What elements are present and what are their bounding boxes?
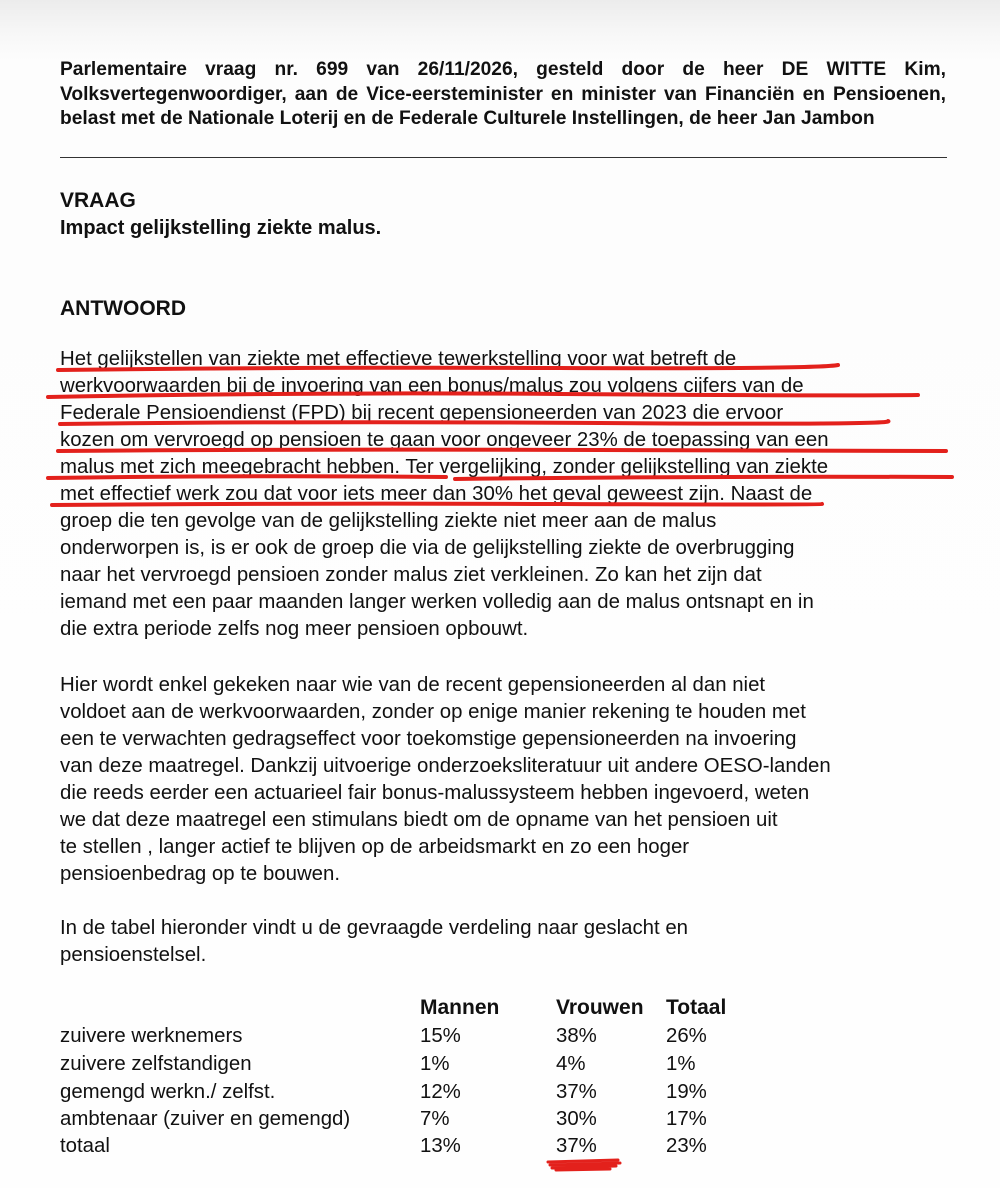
table-cell-women: 37% <box>556 1081 597 1103</box>
answer-p1-line: naar het vervroegd pensioen zonder malus ziet verkleinen. Zo kan het zijn dat <box>60 564 762 586</box>
answer-p2-line: van deze maatregel. Dankzij uitvoerige onderzoeksliteratuur uit andere OESO-landen <box>60 755 831 777</box>
table-cell-men: 15% <box>420 1025 461 1047</box>
table-row-label: zuivere werknemers <box>60 1025 243 1047</box>
table-header-men: Mannen <box>420 996 500 1019</box>
answer-label: ANTWOORD <box>60 297 186 320</box>
table-cell-total: 26% <box>666 1025 707 1047</box>
table-cell-women: 38% <box>556 1025 597 1047</box>
answer-p1-line: Federale Pensioendienst (FPD) bij recent gepensioneerden van 2023 die ervoor <box>60 402 784 424</box>
answer-p1-line: malus met zich meegebracht hebben. Ter vergelijking, zonder gelijkstelling van ziekte <box>60 456 829 478</box>
answer-p2-line: Hier wordt enkel gekeken naar wie van de recent gepensioneerden al dan niet <box>60 674 766 696</box>
question-subject: Impact gelijkstelling ziekte malus. <box>60 217 382 239</box>
answer-p2-line: te stellen , langer actief te blijven op de arbeidsmarkt en zo een hoger <box>60 836 690 858</box>
answer-p2-line: een te verwachten gedragseffect voor toekomstige gepensioneerden na invoering <box>60 728 797 750</box>
table-cell-men: 1% <box>420 1053 450 1075</box>
table-row-label: zuivere zelfstandigen <box>60 1053 252 1075</box>
answer-p2-line: we dat deze maatregel een stimulans biedt om de opname van het pensioen uit <box>60 809 778 831</box>
answer-p1-line: onderworpen is, is er ook de groep die via de gelijkstelling ziekte de overbrugging <box>60 537 795 559</box>
table-cell-total: 17% <box>666 1108 707 1130</box>
table-cell-total: 19% <box>666 1081 707 1103</box>
table-cell-women: 4% <box>556 1053 586 1075</box>
answer-p1-line: Het gelijkstellen van ziekte met effectieve tewerkstelling voor wat betreft de <box>60 348 737 370</box>
table-header-women: Vrouwen <box>556 996 644 1019</box>
answer-p2-line: pensioenbedrag op te bouwen. <box>60 863 341 885</box>
question-header: Parlementaire vraag nr. 699 van 26/11/2026, gesteld door de heer DE WITTE Kim, Volksvertegenwoordiger, aan de Vice-eersteminister en minister van Financiën en Pensioenen, belast met de Nationale Loterij en de Federale Culturele Instellingen, de heer Jan Jambon <box>60 59 946 129</box>
answer-p3-line: pensioenstelsel. <box>60 944 207 966</box>
table-row-label: totaal <box>60 1135 110 1157</box>
answer-p1-line: die extra periode zelfs nog meer pensioen opbouwt. <box>60 618 529 640</box>
table-header-total: Totaal <box>666 996 727 1019</box>
table-row-label: gemengd werkn./ zelfst. <box>60 1081 276 1103</box>
answer-p1-line: iemand met een paar maanden langer werken volledig aan de malus ontsnapt en in <box>60 591 814 613</box>
table-cell-total: 23% <box>666 1135 707 1157</box>
red-scribble-underline <box>548 1160 620 1170</box>
table-row-label: ambtenaar (zuiver en gemengd) <box>60 1108 351 1130</box>
answer-p1-line: groep die ten gevolge van de gelijkstelling ziekte niet meer aan de malus <box>60 510 717 532</box>
table-cell-men: 13% <box>420 1135 461 1157</box>
table-cell-men: 7% <box>420 1108 450 1130</box>
answer-p3-line: In de tabel hieronder vindt u de gevraagde verdeling naar geslacht en <box>60 917 689 939</box>
answer-p1-line: met effectief werk zou dat voor iets meer dan 30% het geval geweest zijn. Naast de <box>60 483 813 505</box>
table-cell-men: 12% <box>420 1081 461 1103</box>
table-cell-total: 1% <box>666 1053 696 1075</box>
table-cell-women: 37% <box>556 1135 597 1157</box>
answer-p2-line: die reeds eerder een actuarieel fair bonus-malussysteem hebben ingevoerd, weten <box>60 782 810 804</box>
question-label: VRAAG <box>60 189 136 212</box>
answer-p1-line: werkvoorwaarden bij de invoering van een bonus/malus zou volgens cijfers van de <box>60 375 804 397</box>
answer-p2-line: voldoet aan de werkvoorwaarden, zonder op enige manier rekening te houden met <box>60 701 806 723</box>
answer-p1-line: kozen om vervroegd op pensioen te gaan voor ongeveer 23% de toepassing van een <box>60 429 829 451</box>
table-cell-women: 30% <box>556 1108 597 1130</box>
header-divider <box>60 157 947 158</box>
